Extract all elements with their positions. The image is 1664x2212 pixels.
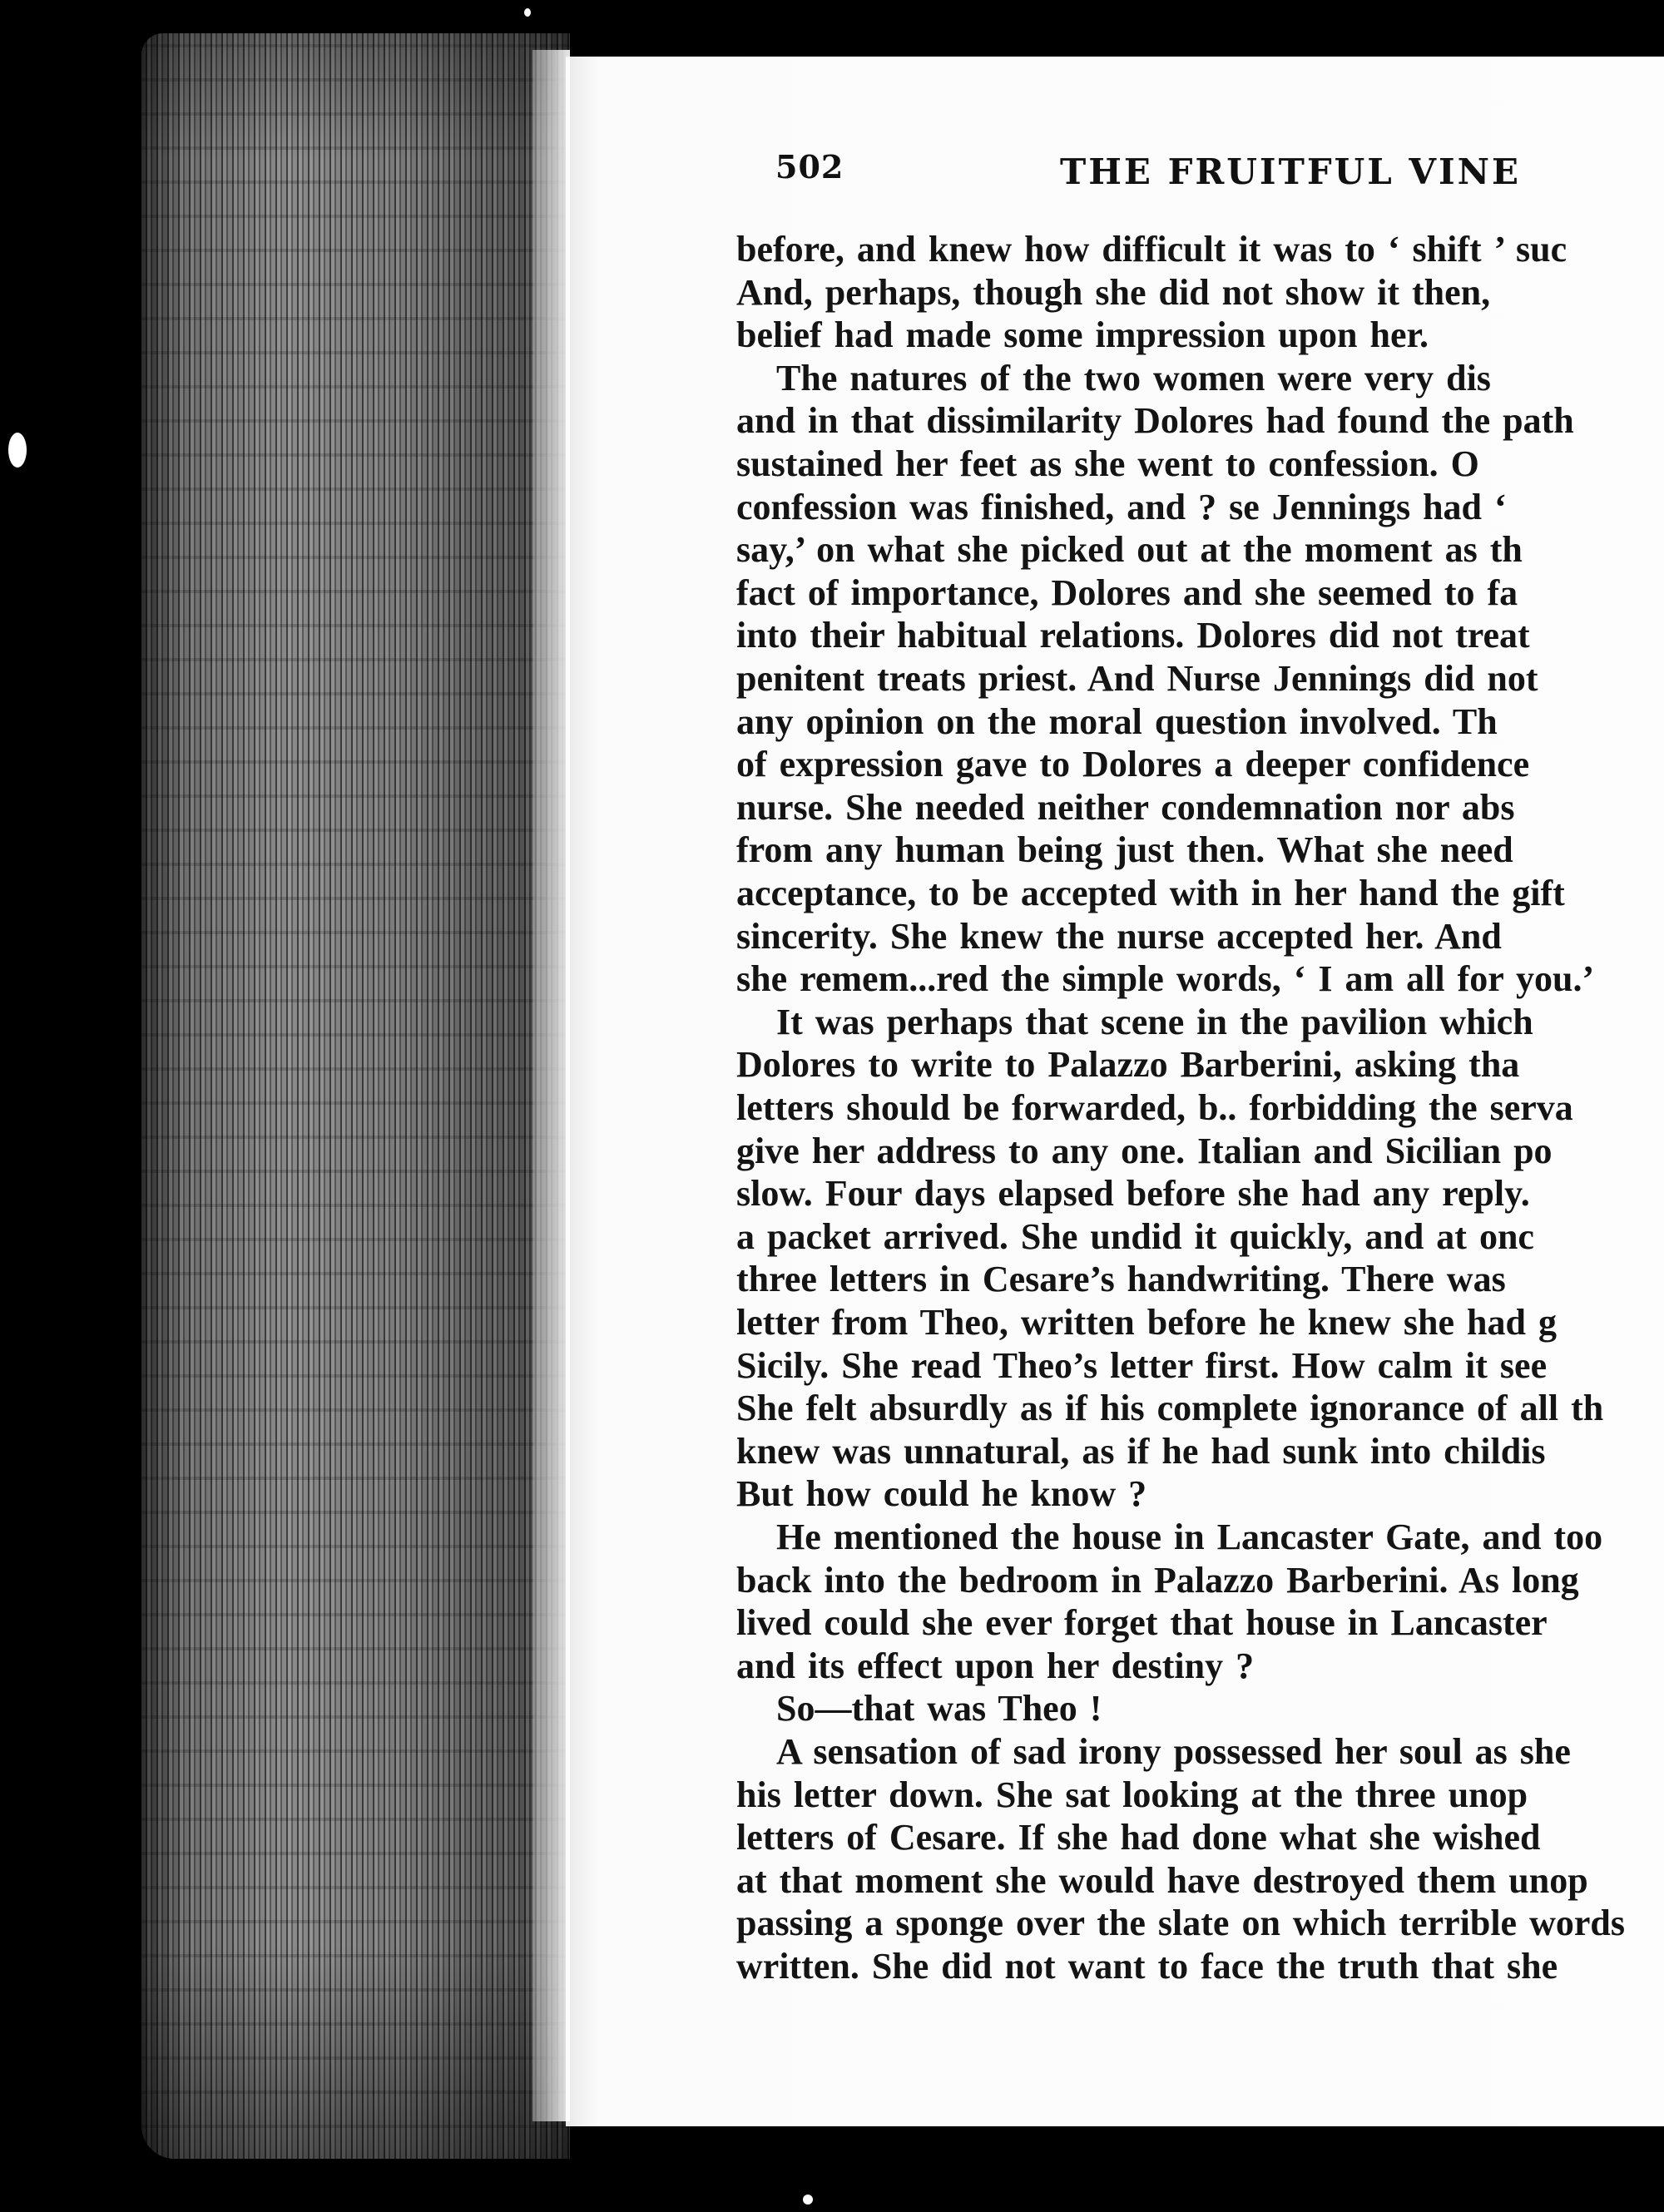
text-line: nurse. She needed neither condemnation nor abs: [736, 786, 1515, 828]
body-text: [736, 218, 1664, 2048]
text-line: written. She did not want to face the truth that she: [736, 1946, 1558, 1987]
text-line: belief had made some impression upon her.: [736, 314, 1429, 356]
gutter-shadow: [532, 50, 570, 2121]
text-line: acceptance, to be accepted with in her hand the gift: [736, 873, 1565, 913]
text-line: before, and knew how difficult it was to ‘ shift ’ suc: [736, 229, 1567, 270]
page-header: [775, 148, 1664, 206]
text-line: say,’ on what she picked out at the moment as th: [736, 529, 1523, 571]
text-line: fact of importance, Dolores and she seemed to fa: [736, 572, 1518, 613]
scan-speck: [803, 2195, 813, 2205]
text-line: give her address to any one. Italian and Sicilian po: [736, 1130, 1553, 1171]
running-title: THE FRUITFUL VINE: [1060, 151, 1522, 192]
text-line: into their habitual relations. Dolores did not treat: [736, 615, 1530, 656]
text-line: sincerity. She knew the nurse accepted her. And: [736, 915, 1502, 957]
text-line: back into the bedroom in Palazzo Barberini. As long: [736, 1559, 1579, 1601]
text-line: It was perhaps that scene in the pavilion which: [776, 1001, 1533, 1042]
text-line: his letter down. She sat looking at the three unop: [736, 1774, 1528, 1815]
text-line: The natures of the two women were very dis: [776, 357, 1491, 398]
page-number: 502: [775, 148, 844, 186]
text-line: letters of Cesare. If she had done what she wished: [736, 1817, 1541, 1858]
text-line: lived could she ever forget that house in Lancaster: [736, 1602, 1548, 1644]
text-line: Sicily. She read Theo’s letter first. How calm it see: [736, 1344, 1548, 1386]
text-line: confession was finished, and ? se Jennings had ‘: [736, 486, 1507, 527]
text-line: and its effect upon her destiny ?: [736, 1645, 1255, 1686]
text-line: of expression gave to Dolores a deeper confidence: [736, 744, 1530, 785]
text-line: a packet arrived. She undid it quickly, and at onc: [736, 1215, 1534, 1257]
scan-speck: [524, 8, 531, 17]
text-line: sustained her feet as she went to confession. O: [736, 443, 1479, 484]
text-line: Dolores to write to Palazzo Barberini, asking tha: [736, 1044, 1520, 1086]
text-line: letter from Theo, written before he knew she had g: [736, 1302, 1557, 1343]
text-line: penitent treats priest. And Nurse Jennings did not: [736, 658, 1538, 699]
text-line: He mentioned the house in Lancaster Gate, and too: [776, 1517, 1603, 1557]
scan-speck: [8, 433, 27, 468]
text-line: A sensation of sad irony possessed her soul as she: [776, 1731, 1571, 1772]
text-line: But how could he know ?: [736, 1473, 1147, 1515]
book-page-edges: [141, 33, 570, 2159]
text-line: slow. Four days elapsed before she had any reply.: [736, 1173, 1530, 1215]
text-line: from any human being just then. What she need: [736, 829, 1513, 871]
text-line: and in that dissimilarity Dolores had found the path: [736, 400, 1574, 442]
text-line: any opinion on the moral question involved. Th: [736, 700, 1498, 742]
text-line: And, perhaps, though she did not show it then,: [736, 271, 1491, 313]
text-line: letters should be forwarded, b.. forbidding the serva: [736, 1087, 1573, 1128]
text-line: at that moment she would have destroyed them unop: [736, 1859, 1588, 1901]
text-line: knew was unnatural, as if he had sunk into childis: [736, 1430, 1546, 1472]
text-line: she remem...red the simple words, ‘ I am all for you.’: [736, 958, 1595, 1000]
text-line: three letters in Cesare’s handwriting. There was: [736, 1259, 1506, 1300]
text-line: passing a sponge over the slate on which terrible words: [736, 1903, 1625, 1944]
text-line: So—that was Theo !: [776, 1688, 1102, 1730]
text-line: She felt absurdly as if his complete ignorance of all th: [736, 1388, 1604, 1429]
